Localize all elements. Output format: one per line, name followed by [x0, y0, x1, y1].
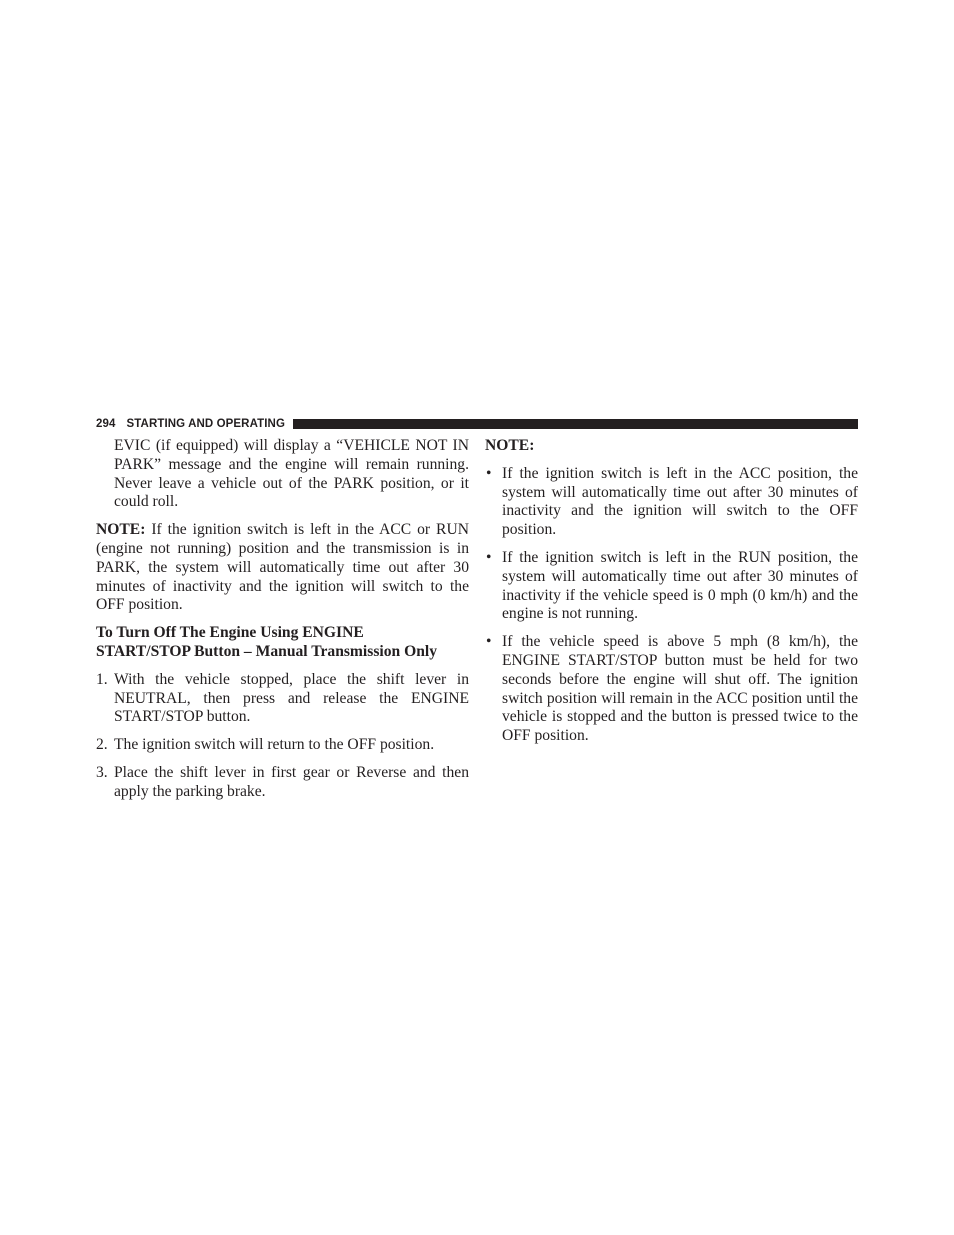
list-item: [96, 736, 469, 755]
left-column: [96, 437, 469, 811]
list-marker: 1.: [96, 670, 108, 688]
section-title: STARTING AND OPERATING: [126, 418, 286, 430]
right-column: [485, 437, 858, 755]
subheading-line-2: START/STOP Button – Manual Transmission Only: [96, 642, 438, 660]
bullet-marker: •: [486, 633, 492, 651]
list-item-text: With the vehicle stopped, place the shift lever in NEUTRAL, then press and release the ENGINE START/STOP button.: [114, 670, 469, 726]
list-item: [96, 671, 469, 727]
note-heading: NOTE:: [485, 437, 535, 454]
bullet-text: If the vehicle speed is above 5 mph (8 km/h), the ENGINE START/STOP button must be held for two seconds before the engine will shut off. The ignition switch position will remain in the ACC position until the vehicle is stopped and the button is pressed twice to the OFF position.: [502, 633, 858, 745]
list-marker: 3.: [96, 763, 108, 781]
subheading-line-1: To Turn Off The Engine Using ENGINE: [96, 624, 364, 642]
page-header: [96, 417, 858, 431]
bullet-text: If the ignition switch is left in the ACC position, the system will automatically time out after 30 minutes of inactivity and the ignition will switch to the OFF position.: [502, 464, 858, 539]
bullet-item: [485, 633, 858, 746]
bullet-item: [485, 549, 858, 624]
list-marker: 2.: [96, 736, 108, 754]
continued-paragraph: EVIC (if equipped) will display a “VEHICLE NOT IN PARK” message and the engine will remain running. Never leave a vehicle out of the PARK position, or it could roll.: [114, 437, 469, 511]
subheading: [96, 624, 469, 662]
list-item-text: The ignition switch will return to the OFF position.: [114, 736, 435, 754]
note-paragraph: [96, 521, 469, 615]
bullet-item: [485, 465, 858, 540]
list-item: [96, 764, 469, 802]
header-rule: [293, 419, 858, 429]
note-label: NOTE:: [96, 521, 146, 539]
note-text: If the ignition switch is left in the ACC or RUN (engine not running) position and the transmission is in PARK, the system will automatically time out after 30 minutes of inactivity and the ignition will switch to the OFF position.: [96, 521, 469, 614]
bullet-marker: •: [486, 548, 492, 566]
page-number: 294: [96, 418, 116, 430]
list-item-text: Place the shift lever in first gear or Reverse and then apply the parking brake.: [114, 763, 469, 800]
bullet-marker: •: [486, 464, 492, 482]
bullet-text: If the ignition switch is left in the RUN position, the system will automatically time out after 30 minutes of inactivity if the vehicle speed is 0 mph (0 km/h) and the engine is not running.: [502, 548, 858, 623]
